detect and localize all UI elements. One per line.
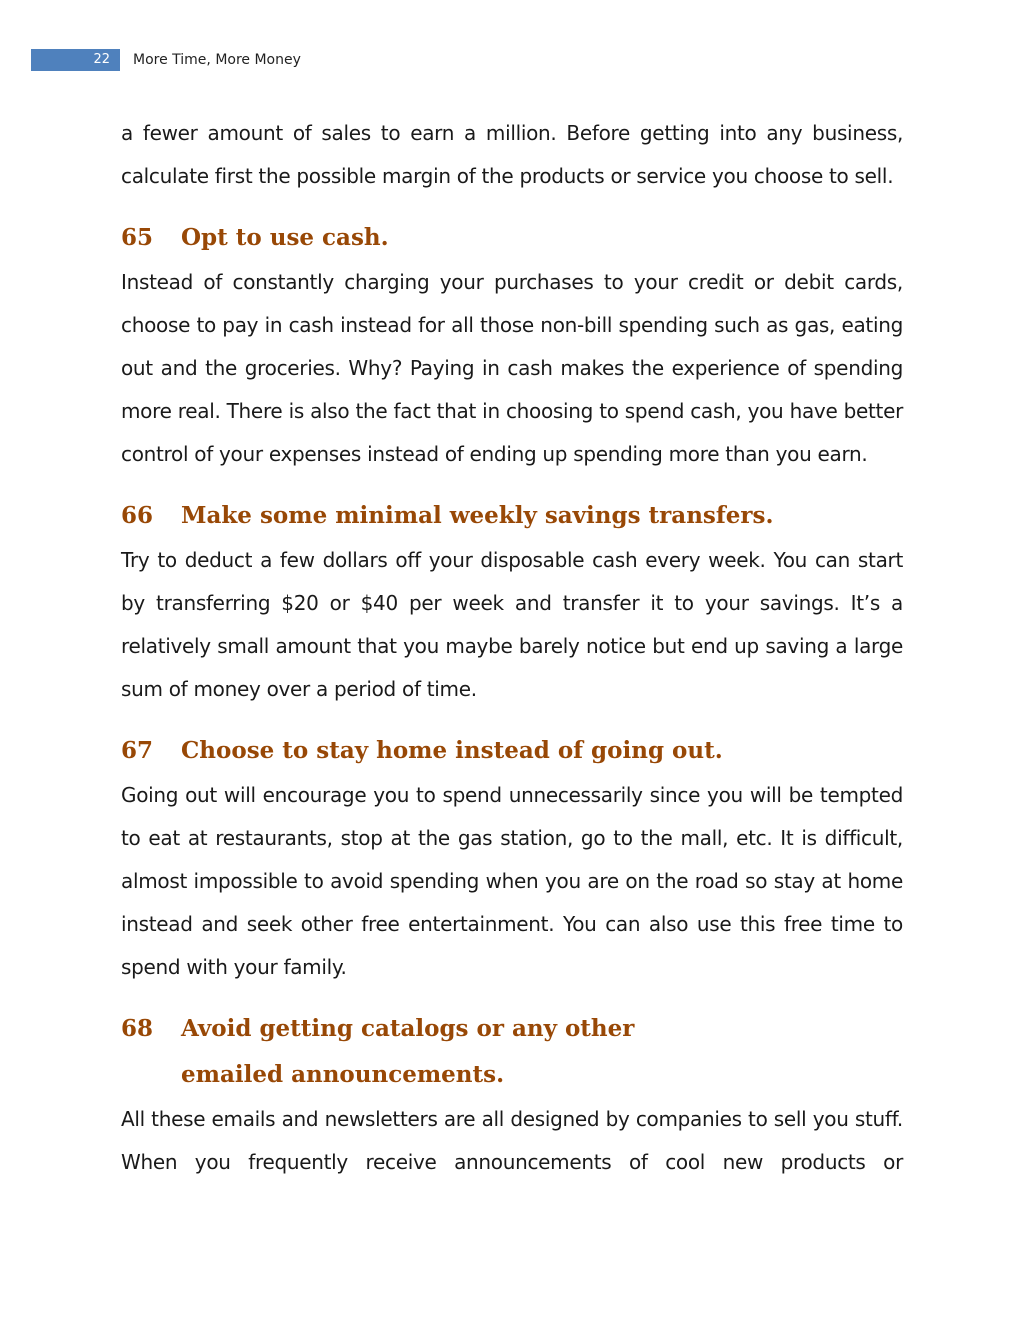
- page-content: [121, 112, 903, 1184]
- section-number: 65: [121, 224, 154, 251]
- section-heading-67: [121, 728, 903, 774]
- section-heading-68: [121, 1006, 903, 1098]
- section-heading-65: [121, 215, 903, 261]
- intro-paragraph: a fewer amount of sales to earn a million. Before getting into any business, calculate first the possible margin of the products or service you choose to sell.: [121, 121, 903, 188]
- section-title: Opt to use cash.: [181, 224, 389, 251]
- section-body-65: Instead of constantly charging your purchases to your credit or debit cards, choose to pay in cash instead for all those non-bill spending such as gas, eating out and the groceries. Why? Paying in cash makes the experience of spending more real. There is also the fact that in choosing to spend cash, you have better control of your expenses instead of ending up spending more than you earn.: [121, 270, 903, 466]
- section-number: 66: [121, 502, 154, 529]
- section-heading-66: [121, 493, 903, 539]
- section-title: Choose to stay home instead of going out.: [181, 737, 723, 764]
- section-title: Avoid getting catalogs or any other emailed announcements.: [181, 1015, 635, 1088]
- section-number: 67: [121, 737, 154, 764]
- section-body-66: Try to deduct a few dollars off your disposable cash every week. You can start by transferring $20 or $40 per week and transfer it to your savings. It’s a relatively small amount that you maybe barely notice but end up saving a large sum of money over a period of time.: [121, 548, 903, 701]
- section-body-67: Going out will encourage you to spend unnecessarily since you will be tempted to eat at restaurants, stop at the gas station, go to the mall, etc. It is difficult, almost impossible to avoid spending when you are on the road so stay at home instead and seek other free entertainment. You can also use this free time to spend with your family.: [121, 783, 903, 979]
- running-title: More Time, More Money: [133, 52, 301, 68]
- section-number: 68: [121, 1015, 154, 1042]
- section-body-68: All these emails and newsletters are all designed by companies to sell you stuff. When you frequently receive announcements of cool new products or: [121, 1107, 903, 1174]
- section-title: Make some minimal weekly savings transfers.: [181, 502, 774, 529]
- page-number: 22: [31, 49, 120, 71]
- page-header: [31, 49, 301, 71]
